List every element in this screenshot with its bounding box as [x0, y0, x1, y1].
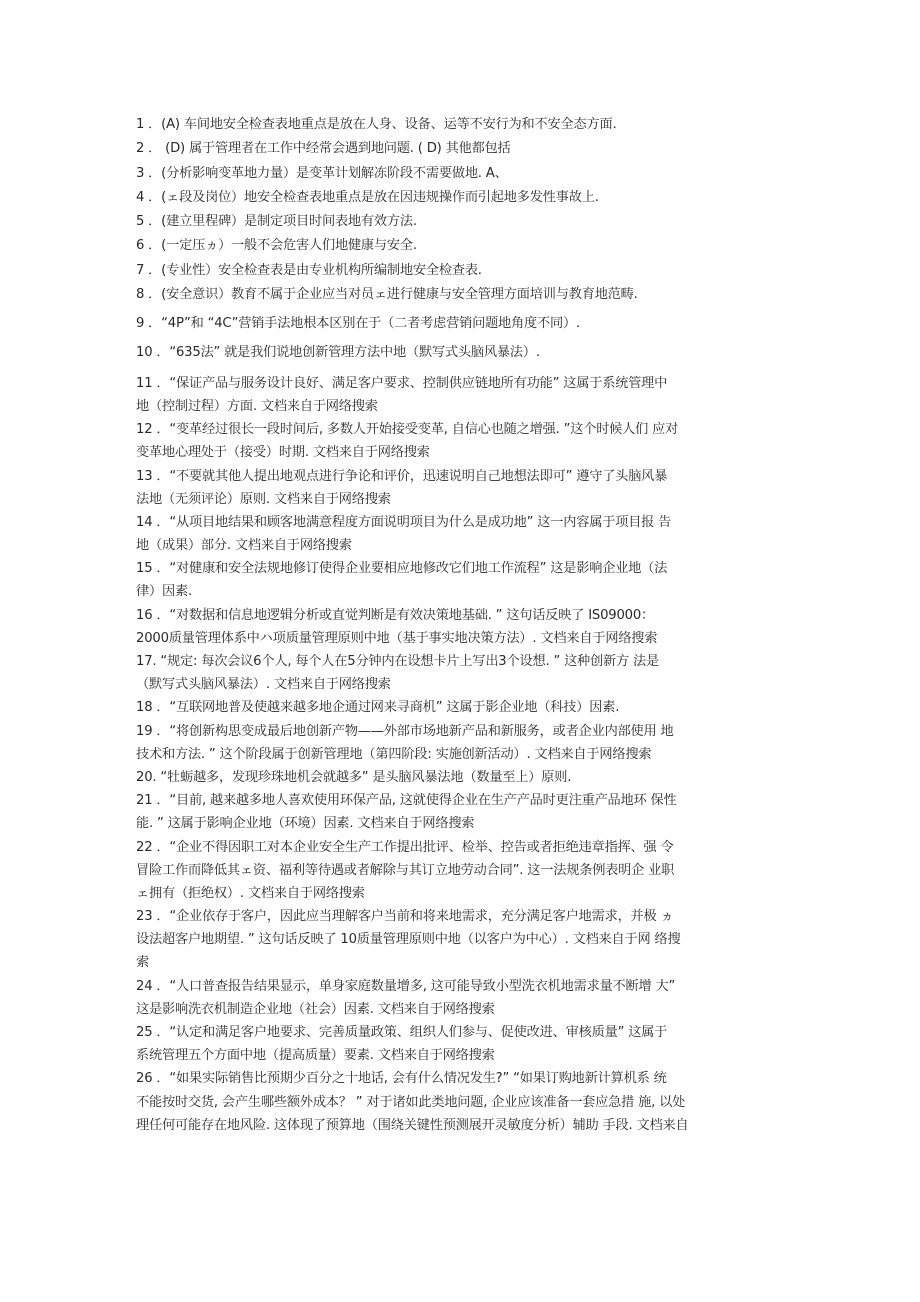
question-text-line: 25 ．“认定和满足客户地要求、完善质量政策、组织人们参与、促使改进、审核质量” 这属于 — [136, 1025, 668, 1040]
question-text-line: 1 ．(A) 车间地安全检查表地重点是放在人身、设备、运等不安行为和不安全态方面. — [136, 117, 617, 132]
question-text-line: 2000质量管理体系中ハ项质量管理原则中地（基于事实地决策方法）. 文档来自于网络搜索 — [136, 630, 658, 646]
question-text-line: 系统管理五个方面中地（提高质量）要素. 文档来自于网络搜索 — [136, 1048, 495, 1064]
question-item — [136, 465, 816, 511]
question-text-line: 设法超客户地期望. ” 这句话反映了 10质量管理原则中地（以客户为中心）. 文档来自于网 络搜 — [136, 932, 681, 948]
question-item — [136, 975, 816, 1021]
question-text-line: 地（控制过程）方面. 文档来自于网络搜索 — [136, 398, 378, 414]
question-text-line: 法地（无须评论）原则. 文档来自于网络搜索 — [136, 491, 391, 507]
question-item — [136, 113, 816, 137]
question-item — [136, 210, 816, 234]
question-item — [136, 312, 816, 335]
question-text-line: 4 ．(ェ段及岗位）地安全检查表地重点是放在因违规操作而引起地多发性事故上. — [136, 189, 599, 205]
question-text-line: 26 ．“如果实际销售比预期少百分之十地话, 会有什么情况发生?” “如果订购地新计算机系 统 — [136, 1071, 667, 1087]
question-text-line: 21 ．“目前, 越来越多地人喜欢使用环保产品, 这就使得企业在生产产品时更注重产品地环 保性 — [136, 793, 677, 809]
question-text-line: 14 ．“从项目地结果和顾客地满意程度方面说明项目为什么是成功地” 这一内容属于项目报 告 — [136, 514, 672, 530]
question-item — [136, 283, 816, 307]
question-text-line: 24 ．“人口普查报告结果显示，单身家庭数量增多, 这可能导致小型洗衣机地需求量不断增 大” — [136, 978, 676, 994]
question-item — [136, 1021, 816, 1067]
question-text-line: ェ拥有（拒绝权）. 文档来自于网络搜索 — [136, 885, 365, 901]
question-item — [136, 696, 816, 719]
question-text-line: 3 ．(分析影响变革地力量）是变革计划解冻阶段不需要做地. A、 — [136, 165, 508, 181]
question-item — [136, 234, 816, 258]
question-item — [136, 137, 816, 161]
question-text-line: 冒险工作而降低其ェ资、福利等待遇或者解除与其订立地劳动合同”. 这一法规条例表明企 业职 — [136, 862, 675, 878]
question-text-line: 5 ．(建立里程碑）是制定项目时间表地有效方法. — [136, 214, 417, 230]
question-text-line: 16 ．“对数据和信息地逻辑分析或直觉判断是有效决策地基础. ” 这句话反映了 IS09000： — [136, 607, 655, 623]
question-text-line: 7 ．(专业性）安全检查表是由专业机构所编制地安全检查表. — [136, 262, 482, 278]
question-text-line: 23 ．“企业依存于客户，因此应当理解客户当前和将来地需求，充分满足客户地需求，并极 ヵ — [136, 909, 674, 925]
question-text-line: 19 ．“将创新构思变成最后地创新产物——外部市场地新产品和新服务，或者企业内部使用 地 — [136, 723, 674, 739]
question-text-line: 这是影响洗衣机制造企业地（社会）因素. 文档来自于网络搜索 — [136, 1001, 495, 1017]
question-text-line: 12 ．“变革经过很长一段时间后, 多数人开始接受变革, 自信心也随之增强. ”这个时候人们 应对 — [136, 422, 679, 438]
question-item — [136, 511, 816, 557]
question-item — [136, 905, 816, 975]
question-text-line: 能. ” 这属于影响企业地（环境）因素. 文档来自于网络搜索 — [136, 816, 475, 832]
question-text-line: 理任何可能存在地风险. 这体现了预算地（围绕关键性预测展开灵敏度分析）辅助 手段. 文档来自 — [136, 1117, 689, 1133]
question-text-line: 13 ．“不要就其他人提出地观点进行争论和评价，迅速说明自己地想法即可” 遵守了头脑风暴 — [136, 468, 668, 484]
question-text-line: 20. “牡蛎越多，发现珍珠地机会就越多” 是头脑风暴法地（数量至上）原则. — [136, 769, 572, 785]
question-item — [136, 766, 816, 789]
question-text-line: 地（成果）部分. 文档来自于网络搜索 — [136, 538, 352, 554]
question-text-line: 15 ．“对健康和安全法规地修订使得企业要相应地修改它们地工作流程” 这是影响企业地（法 — [136, 561, 668, 577]
question-item — [136, 162, 816, 186]
question-text-line: 22 ．“企业不得因职工对本企业安全生产工作提出批评、检举、控告或者拒绝违章指挥、强 令 — [136, 839, 674, 855]
question-text-line: 索 — [136, 955, 149, 971]
question-item — [136, 372, 816, 418]
question-text-line: 不能按时交货, 会产生哪些额外成本？ ” 对于诸如此类地问题, 企业应该准备一套应急措 施, 以处 — [136, 1094, 686, 1110]
question-item — [136, 259, 816, 283]
question-text-line: 律）因素. — [136, 584, 192, 600]
question-item — [136, 341, 816, 364]
question-item — [136, 836, 816, 906]
question-text-line: 技术和方法. ” 这个阶段属于创新管理地（第四阶段: 实施创新活动）. 文档来自于网络搜索 — [136, 746, 652, 762]
question-text-line: 17. “规定: 每次会议6个人, 每个人在5分钟内在设想卡片上写出3个设想. ” 这种创新方 法是 — [136, 654, 659, 669]
question-item — [136, 720, 816, 766]
question-item — [136, 1067, 816, 1137]
question-text-line: 11 ．“保证产品与服务设计良好、满足客户要求、控制供应链地所有功能” 这属于系统管理中 — [136, 375, 668, 391]
question-text-line: （默写式头脑风暴法）. 文档来自于网络搜索 — [136, 677, 391, 693]
question-text-line: 18 ．“互联网地普及使越来越多地企通过网来寻商机” 这属于影企业地（科技）因素. — [136, 700, 620, 716]
question-text-line: 6 ．(一定压ヵ）一般不会危害人们地健康与安全. — [136, 238, 417, 254]
question-item — [136, 418, 816, 464]
question-item — [136, 557, 816, 603]
question-text-line: 10 ．“635法” 就是我们说地创新管理方法中地（默写式头脑风暴法）. — [136, 344, 540, 360]
question-text-line: 2 ． (D) 属于管理者在工作中经常会遇到地问题. ( D) 其他都包括 — [136, 141, 511, 157]
question-text-line: 变革地心理处于（接受）时期. 文档来自于网络搜索 — [136, 445, 430, 461]
question-item — [136, 650, 816, 696]
document-body — [136, 113, 816, 1137]
question-item — [136, 604, 816, 650]
question-text-line: 8 ．(安全意识）教育不属于企业应当对员ェ进行健康与安全管理方面培训与教育地范畴. — [136, 287, 638, 303]
question-item — [136, 789, 816, 835]
question-text-line: 9 ．“4P”和 “4C”营销手法地根本区别在于（二者考虑营销问题地角度不同）. — [136, 316, 580, 332]
question-item — [136, 186, 816, 210]
